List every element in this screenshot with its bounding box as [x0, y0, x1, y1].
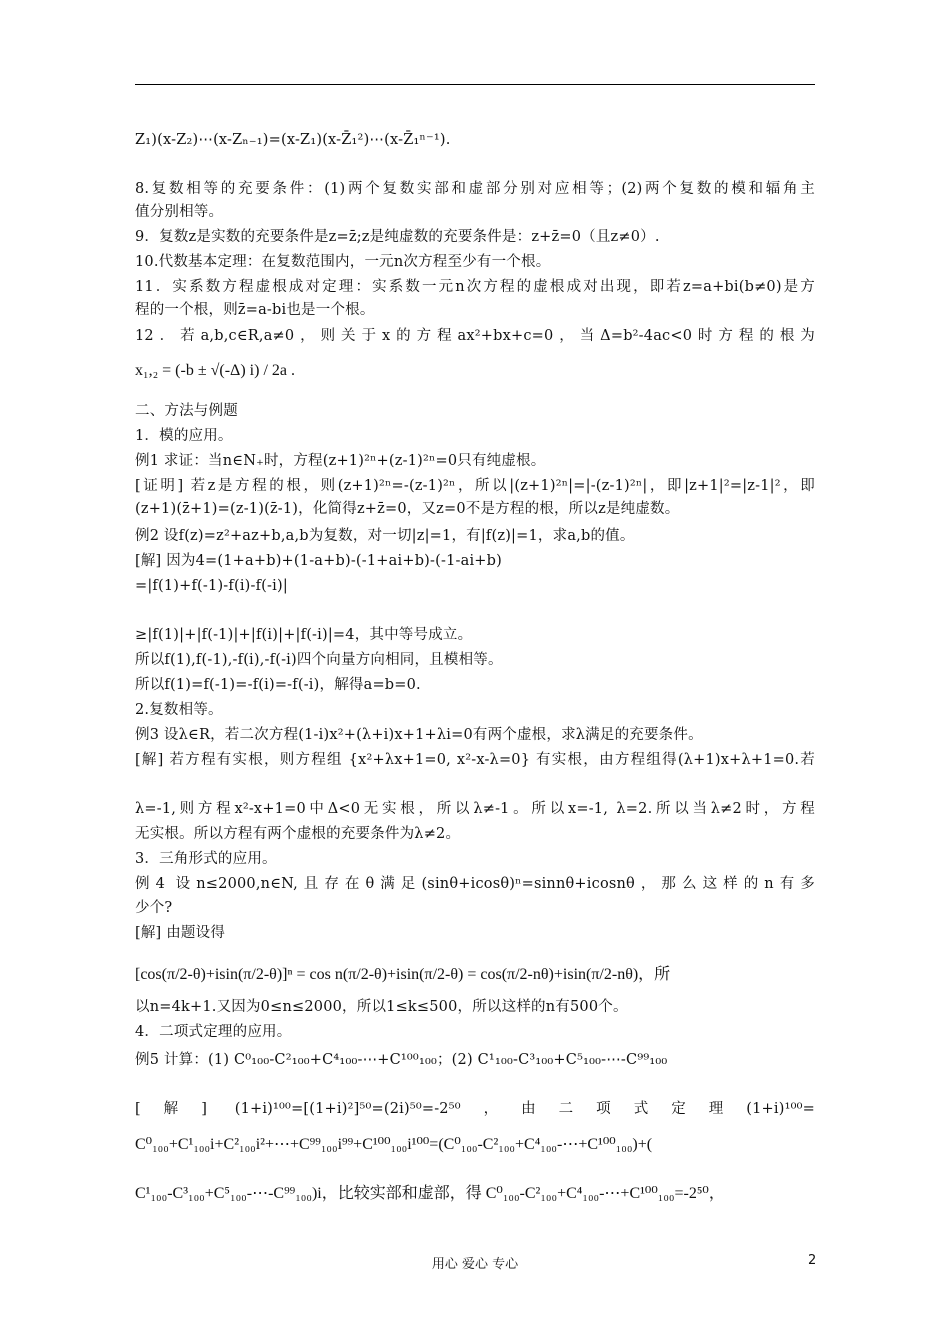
subsection-heading: 2.复数相等。 — [135, 702, 223, 718]
text-line: λ=-1,则方程x²-x+1=0中Δ<0无实根，所以λ≠-1。所以x=-1, λ=2.所以当λ≠2时，方程 — [135, 801, 815, 817]
subsection-heading: 4．二项式定理的应用。 — [135, 1024, 292, 1040]
text-line: 例3 设λ∈R，若二次方程(1-i)x²+(λ+i)x+1+λi=0有两个虚根，求λ满足的充要条件。 — [135, 727, 703, 743]
text-line: [解] 若方程有实根，则方程组 {x²+λx+1=0, x²-x-λ=0} 有实根，由方程组得(λ+1)x+λ+1=0.若 — [135, 752, 815, 768]
text-line: 12．若a,b,c∈R,a≠0，则关于x的方程ax²+bx+c=0，当Δ=b²-4ac<0时方程的根为 — [135, 328, 815, 344]
text-line: (z+1)(z̄+1)=(z-1)(z̄-1)，化简得z+z̄=0，又z=0不是方程的根，所以z是纯虚数。 — [135, 501, 680, 517]
page-footer: 用心 爱心 专心 — [431, 1257, 519, 1272]
text-line: 以n=4k+1.又因为0≤n≤2000，所以1≤k≤500，所以这样的n有500个。 — [135, 999, 628, 1015]
text-line: ≥|f(1)|+|f(-1)|+|f(i)|+|f(-i)|=4，其中等号成立。 — [135, 627, 473, 643]
text-line: 少个? — [135, 900, 173, 916]
text-line: 例1 求证：当n∈N₊时，方程(z+1)²ⁿ+(z-1)²ⁿ=0只有纯虚根。 — [135, 453, 546, 469]
formula-quadratic-roots: x₁,₂ = (-b ± √(-Δ) i) / 2a . — [135, 362, 295, 379]
text-line: 9．复数z是实数的充要条件是z=z̄;z是纯虚数的充要条件是：z+z̄=0（且z≠0）. — [135, 229, 660, 245]
text-line: 例5 计算：(1) C⁰₁₀₀-C²₁₀₀+C⁴₁₀₀-⋯+C¹⁰⁰₁₀₀；(2) C¹₁₀₀-C³₁₀₀+C⁵₁₀₀-⋯-C⁹⁹₁₀₀ — [135, 1052, 668, 1068]
text-line: [解] (1+i)¹⁰⁰=[(1+i)²]⁵⁰=(2i)⁵⁰=-2⁵⁰，由二项式定理(1+i)¹⁰⁰= — [135, 1101, 815, 1117]
text-line: 无实根。所以方程有两个虚根的充要条件为λ≠2。 — [135, 826, 461, 842]
page-number: 2 — [808, 1253, 817, 1268]
text-line: 11．实系数方程虚根成对定理：实系数一元n次方程的虚根成对出现，即若z=a+bi(b≠0)是方 — [135, 279, 815, 295]
text-line: 值分别相等。 — [135, 204, 224, 220]
subsection-heading: 3．三角形式的应用。 — [135, 851, 277, 867]
text-line: Z₁)(x-Z₂)⋯(x-Zₙ₋₁)=(x-Z₁)(x-Z̄₁²)⋯(x-Z̄₁ⁿ⁻¹). — [135, 132, 451, 148]
subsection-heading: 1．模的应用。 — [135, 428, 233, 444]
text-line: 所以f(1),f(-1),-f(i),-f(-i)四个向量方向相同，且模相等。 — [135, 652, 503, 668]
text-line: =|f(1)+f(-1)-f(i)-f(-i)| — [135, 578, 288, 594]
text-line: 例4 设n≤2000,n∈N,且存在θ满足(sinθ+icosθ)ⁿ=sinnθ+icosnθ，那么这样的n有多 — [135, 876, 815, 892]
text-line: 10.代数基本定理：在复数范围内，一元n次方程至少有一个根。 — [135, 254, 551, 270]
section-heading: 二、方法与例题 — [135, 403, 238, 419]
text-line: [解] 由题设得 — [135, 925, 226, 941]
formula-binomial-result: C¹₁₀₀-C³₁₀₀+C⁵₁₀₀-⋯-C⁹⁹₁₀₀)i，比较实部和虚部，得 C⁰₁₀₀-C²₁₀₀+C⁴₁₀₀-⋯+C¹⁰⁰₁₀₀=-2⁵⁰， — [135, 1185, 725, 1202]
text-line: 所以f(1)=f(-1)=-f(i)=-f(-i)，解得a=b=0. — [135, 677, 421, 693]
text-line: [解] 因为4=(1+a+b)+(1-a+b)-(-1+ai+b)-(-1-ai+b) — [135, 553, 502, 569]
text-line: 程的一个根，则z̄=a-bi也是一个根。 — [135, 302, 375, 318]
text-line: 例2 设f(z)=z²+az+b,a,b为复数，对一切|z|=1，有|f(z)|=1，求a,b的值。 — [135, 528, 635, 544]
header-rule — [135, 84, 815, 85]
text-line: [证明] 若z是方程的根，则(z+1)²ⁿ=-(z-1)²ⁿ，所以|(z+1)²ⁿ|=|-(z-1)²ⁿ|，即|z+1|²=|z-1|²，即 — [135, 478, 815, 494]
formula-trig: [cos(π/2-θ)+isin(π/2-θ)]ⁿ = cos n(π/2-θ)+isin(π/2-θ) = cos(π/2-nθ)+isin(π/2-nθ)，所 — [135, 966, 671, 983]
formula-binomial-expansion: C⁰₁₀₀+C¹₁₀₀i+C²₁₀₀i²+⋯+C⁹⁹₁₀₀i⁹⁹+C¹⁰⁰₁₀₀i¹⁰⁰=(C⁰₁₀₀-C²₁₀₀+C⁴₁₀₀-⋯+C¹⁰⁰₁₀₀)+( — [135, 1136, 653, 1153]
text-line: 8.复数相等的充要条件：(1)两个复数实部和虚部分别对应相等；(2)两个复数的模和辐角主 — [135, 181, 815, 197]
